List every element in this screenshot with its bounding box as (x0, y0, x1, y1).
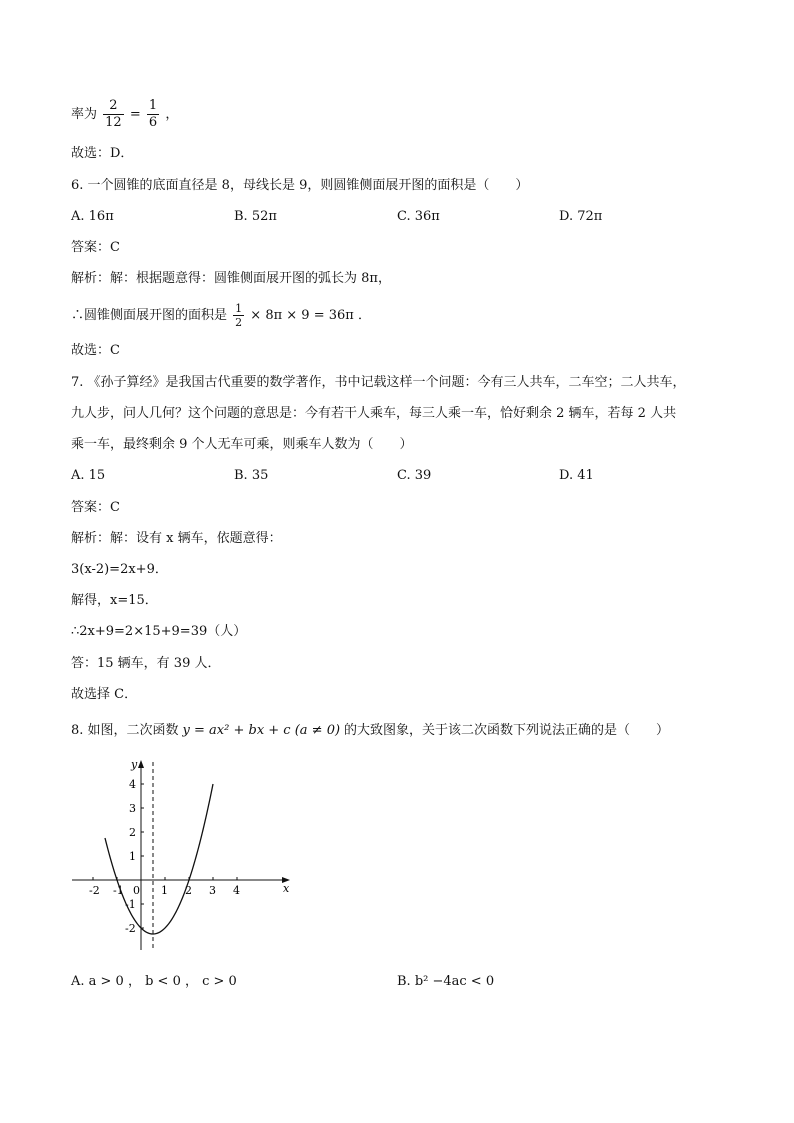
rate-prefix: 率为 (71, 107, 98, 122)
q7-option-d: D. 41 (559, 468, 594, 483)
x-tick-label: 3 (209, 884, 216, 897)
y-tick-label: -2 (125, 922, 136, 935)
q6-option-a: A. 16π (71, 209, 114, 224)
q7-solve: 解得，x=15． (71, 593, 158, 608)
q8-function-expression: y = ax² + bx + c (a ≠ 0) (182, 723, 341, 738)
q6-calculation (71, 302, 371, 329)
frac-den: 12 (105, 115, 122, 130)
q7-reply: 答：15 辆车，有 39 人． (71, 656, 221, 671)
q6-analysis: 解析：解：根据题意得：圆锥侧面展开图的弧长为 8π， (71, 271, 391, 286)
frac-den: 6 (148, 115, 158, 130)
q7-stem-line3: 乘一车，最终剩余 9 个人无车可乘，则乘车人数为（ ） (71, 437, 413, 452)
frac-num: 2 (103, 98, 124, 115)
q7-answer: 答案：C (71, 500, 120, 515)
q6-option-c: C. 36π (397, 209, 440, 224)
fraction-1-2 (233, 302, 244, 329)
q6-stem: 6. 一个圆锥的底面直径是 8，母线长是 9，则圆锥侧面展开图的面积是（ ） (71, 178, 529, 193)
q7-option-a: A. 15 (71, 468, 106, 483)
parabola-curve (105, 784, 213, 934)
q6-choose: 故选：C (71, 343, 120, 358)
y-tick-label: 2 (129, 826, 136, 839)
q7-equation: 3(x-2)=2x+9． (71, 562, 168, 577)
x-tick-label: 2 (185, 884, 192, 897)
x-tick-label: 0 (133, 884, 140, 897)
y-tick-label: 1 (129, 850, 136, 863)
x-axis-label: x (283, 882, 290, 895)
x-tick-label: -2 (89, 884, 100, 897)
prev-choose: 故选：D． (71, 146, 134, 161)
fraction-2-12 (103, 98, 124, 131)
y-tick-label: -1 (125, 898, 136, 911)
q8-stem (71, 722, 669, 740)
calc-prefix: ∴圆锥侧面展开图的面积是 (71, 308, 228, 323)
calc-rest: × 8π × 9 = 36π ． (250, 308, 371, 323)
x-tick-label: 4 (233, 884, 240, 897)
frac-den: 2 (235, 316, 243, 329)
y-tick-label: 3 (129, 802, 136, 815)
q7-choose: 故选择 C． (71, 687, 138, 702)
q8-option-b: B. b² −4ac < 0 (397, 974, 495, 989)
q8-option-a: A. a > 0 ， b < 0 ， c > 0 (71, 974, 237, 989)
parabola-graph (66, 754, 298, 954)
q7-stem-line2: 九人步，问人几何？这个问题的意思是：今有若干人乘车，每三人乘一车，恰好剩余 2 辆车，若每 2 人共 (71, 406, 677, 421)
y-axis-label: y (131, 758, 138, 771)
q7-therefore: ∴2x+9=2×15+9=39（人） (71, 624, 247, 639)
q7-analysis: 解析：解：设有 x 辆车，依题意得： (71, 531, 282, 546)
q6-option-b: B. 52π (234, 209, 277, 224)
y-axis-arrow (138, 760, 144, 768)
q6-option-d: D. 72π (559, 209, 603, 224)
fraction-1-6 (147, 98, 159, 131)
equals-sign: = (129, 107, 141, 122)
y-tick-label: 4 (129, 778, 136, 791)
q6-answer: 答案：C (71, 240, 120, 255)
q8-stem-start: 8. 如图，二次函数 (71, 723, 179, 738)
q8-stem-end: 的大致图象，关于该二次函数下列说法正确的是（ ） (344, 723, 670, 738)
x-tick-label: 1 (161, 884, 168, 897)
prev-answer-rate (71, 98, 178, 131)
q7-option-c: C. 39 (397, 468, 432, 483)
rate-tail: ， (165, 107, 179, 122)
q7-stem-line1: 7. 《孙子算经》是我国古代重要的数学著作，书中记载这样一个问题：今有三人共车，二车空；二人共车， (71, 375, 686, 390)
frac-num: 1 (235, 302, 243, 315)
frac-num: 1 (148, 98, 158, 113)
q7-option-b: B. 35 (234, 468, 269, 483)
x-tick-label: -1 (113, 884, 124, 897)
